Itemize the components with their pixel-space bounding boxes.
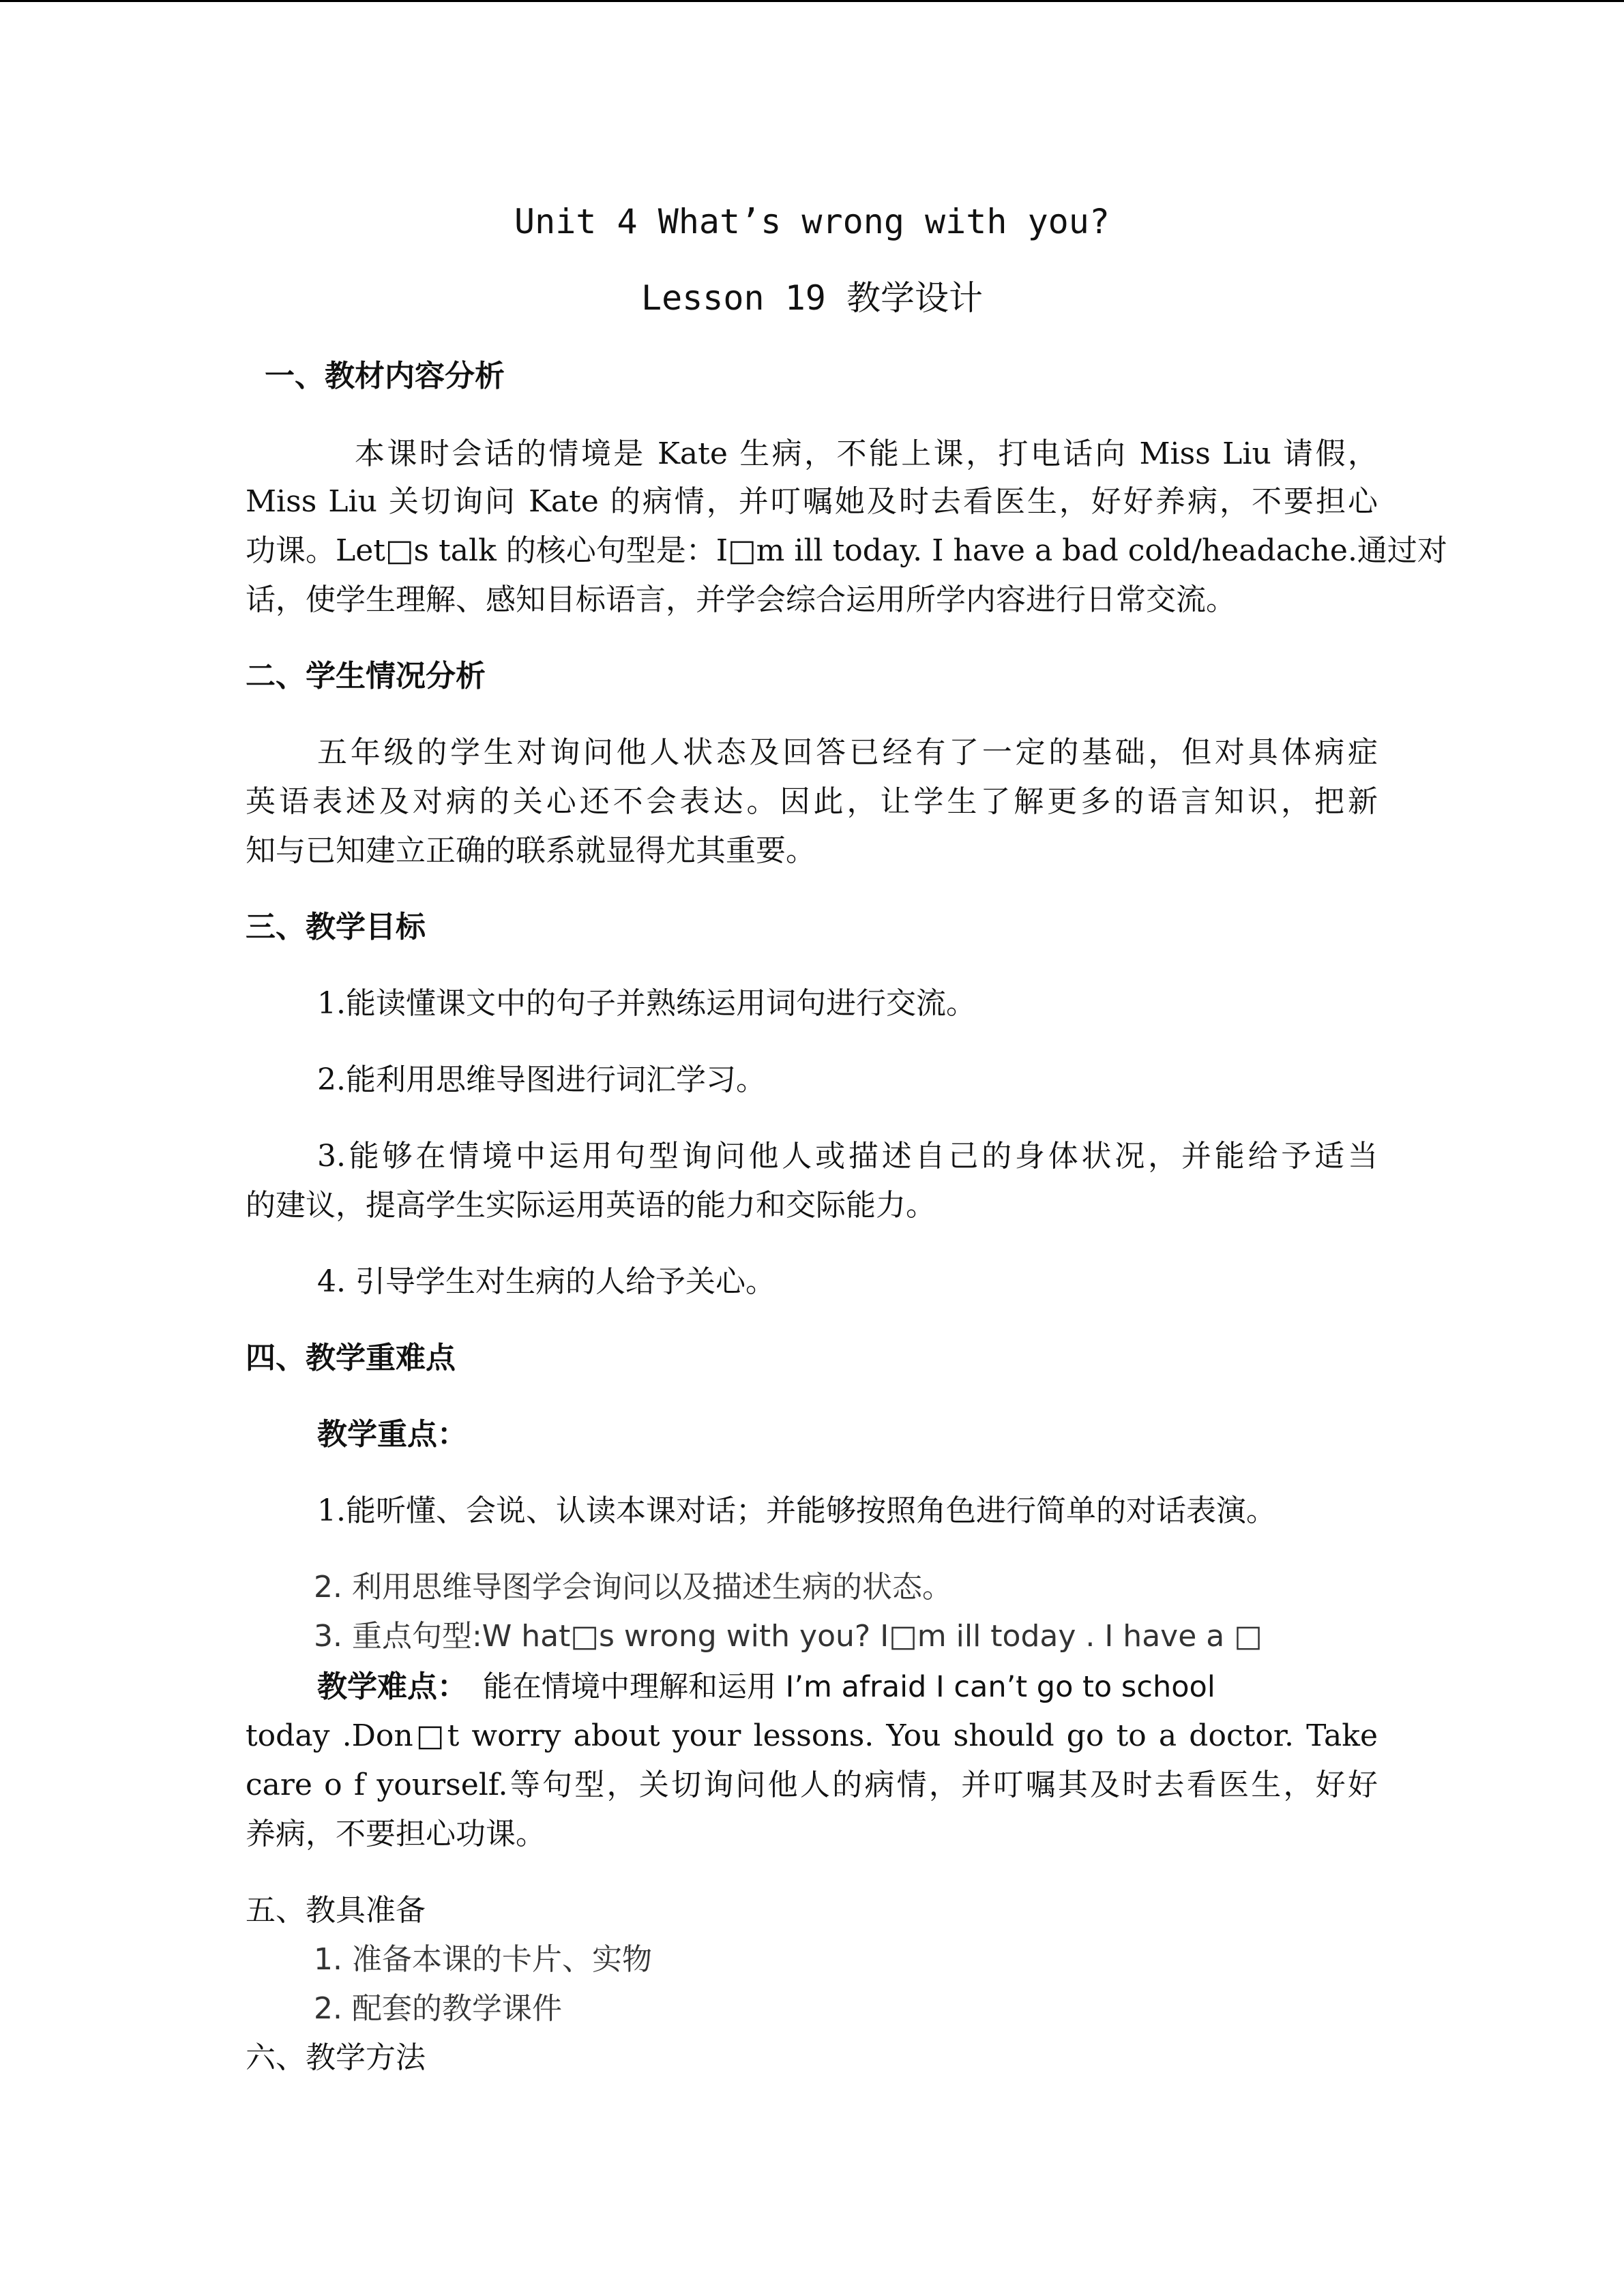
paragraph-line: 英语表述及对病的关心还不会表达。因此，让学生了解更多的语言知识，把新: [246, 784, 1378, 819]
paragraph-line: 知与已知建立正确的联系就显得尤其重要。: [246, 833, 816, 868]
key-point-3: 3. 重点句型:W hat□s wrong with you? I□m ill today . I have a □: [314, 1619, 1263, 1654]
section-heading-5: 五、教具准备: [246, 1893, 426, 1928]
key-point-1: 1.能听懂、会说、认读本课对话；并能够按照角色进行简单的对话表演。: [317, 1493, 1276, 1528]
section-heading-4: 四、教学重难点: [246, 1341, 456, 1375]
document-subtitle: Lesson 19 教学设计: [640, 278, 984, 318]
goal-item-3: 3.能够在情境中运用句型询问他人或描述自己的身体状况，并能给予适当: [317, 1139, 1378, 1174]
paragraph-line: 话，使学生理解、感知目标语言，并学会综合运用所学内容进行日常交流。: [246, 582, 1236, 617]
goal-item-2: 2.能利用思维导图进行词汇学习。: [317, 1062, 766, 1097]
equipment-item-2: 2. 配套的教学课件: [314, 1991, 562, 2026]
section-heading-6: 六、教学方法: [246, 2040, 426, 2075]
section-heading-3: 三、教学目标: [246, 910, 426, 944]
difficult-point-line: today .Don□t worry about your lessons. You should go to a doctor. Take: [246, 1718, 1378, 1753]
difficult-point-line: 能在情境中理解和运用 I’m afraid I can’t go to school: [483, 1670, 1215, 1704]
difficult-point-line: 养病，不要担心功课。: [246, 1817, 546, 1851]
top-border-line: [0, 0, 1624, 2]
paragraph-line: 五年级的学生对询问他人状态及回答已经有了一定的基础，但对具体病症: [317, 735, 1378, 770]
difficult-point-line: care o f yourself.等句型，关切询问他人的病情，并叮嘱其及时去看医生，好好: [246, 1768, 1378, 1802]
section-heading-1: 一、教材内容分析: [265, 359, 505, 393]
goal-item-1: 1.能读懂课文中的句子并熟练运用词句进行交流。: [317, 986, 976, 1021]
document-title: Unit 4 What’s wrong with you?: [514, 202, 1110, 241]
section-heading-2: 二、学生情况分析: [246, 659, 486, 694]
paragraph-line: Miss Liu 关切询问 Kate 的病情，并叮嘱她及时去看医生，好好养病，不要担心: [246, 484, 1378, 519]
key-point-2: 2. 利用思维导图学会询问以及描述生病的状态。: [314, 1570, 952, 1605]
equipment-item-1: 1. 准备本课的卡片、实物: [314, 1942, 652, 1977]
paragraph-line: 功课。Let□s talk 的核心句型是：I□m ill today. I have a bad cold/headache.通过对: [246, 533, 1447, 568]
goal-item-4: 4. 引导学生对生病的人给予关心。: [317, 1264, 776, 1299]
goal-item-3-continued: 的建议，提高学生实际运用英语的能力和交际能力。: [246, 1188, 936, 1223]
key-points-label: 教学重点：: [317, 1417, 467, 1452]
paragraph-line: 本课时会话的情境是 Kate 生病，不能上课，打电话向 Miss Liu 请假，: [355, 436, 1378, 471]
difficult-points-label: 教学难点：: [317, 1669, 467, 1704]
